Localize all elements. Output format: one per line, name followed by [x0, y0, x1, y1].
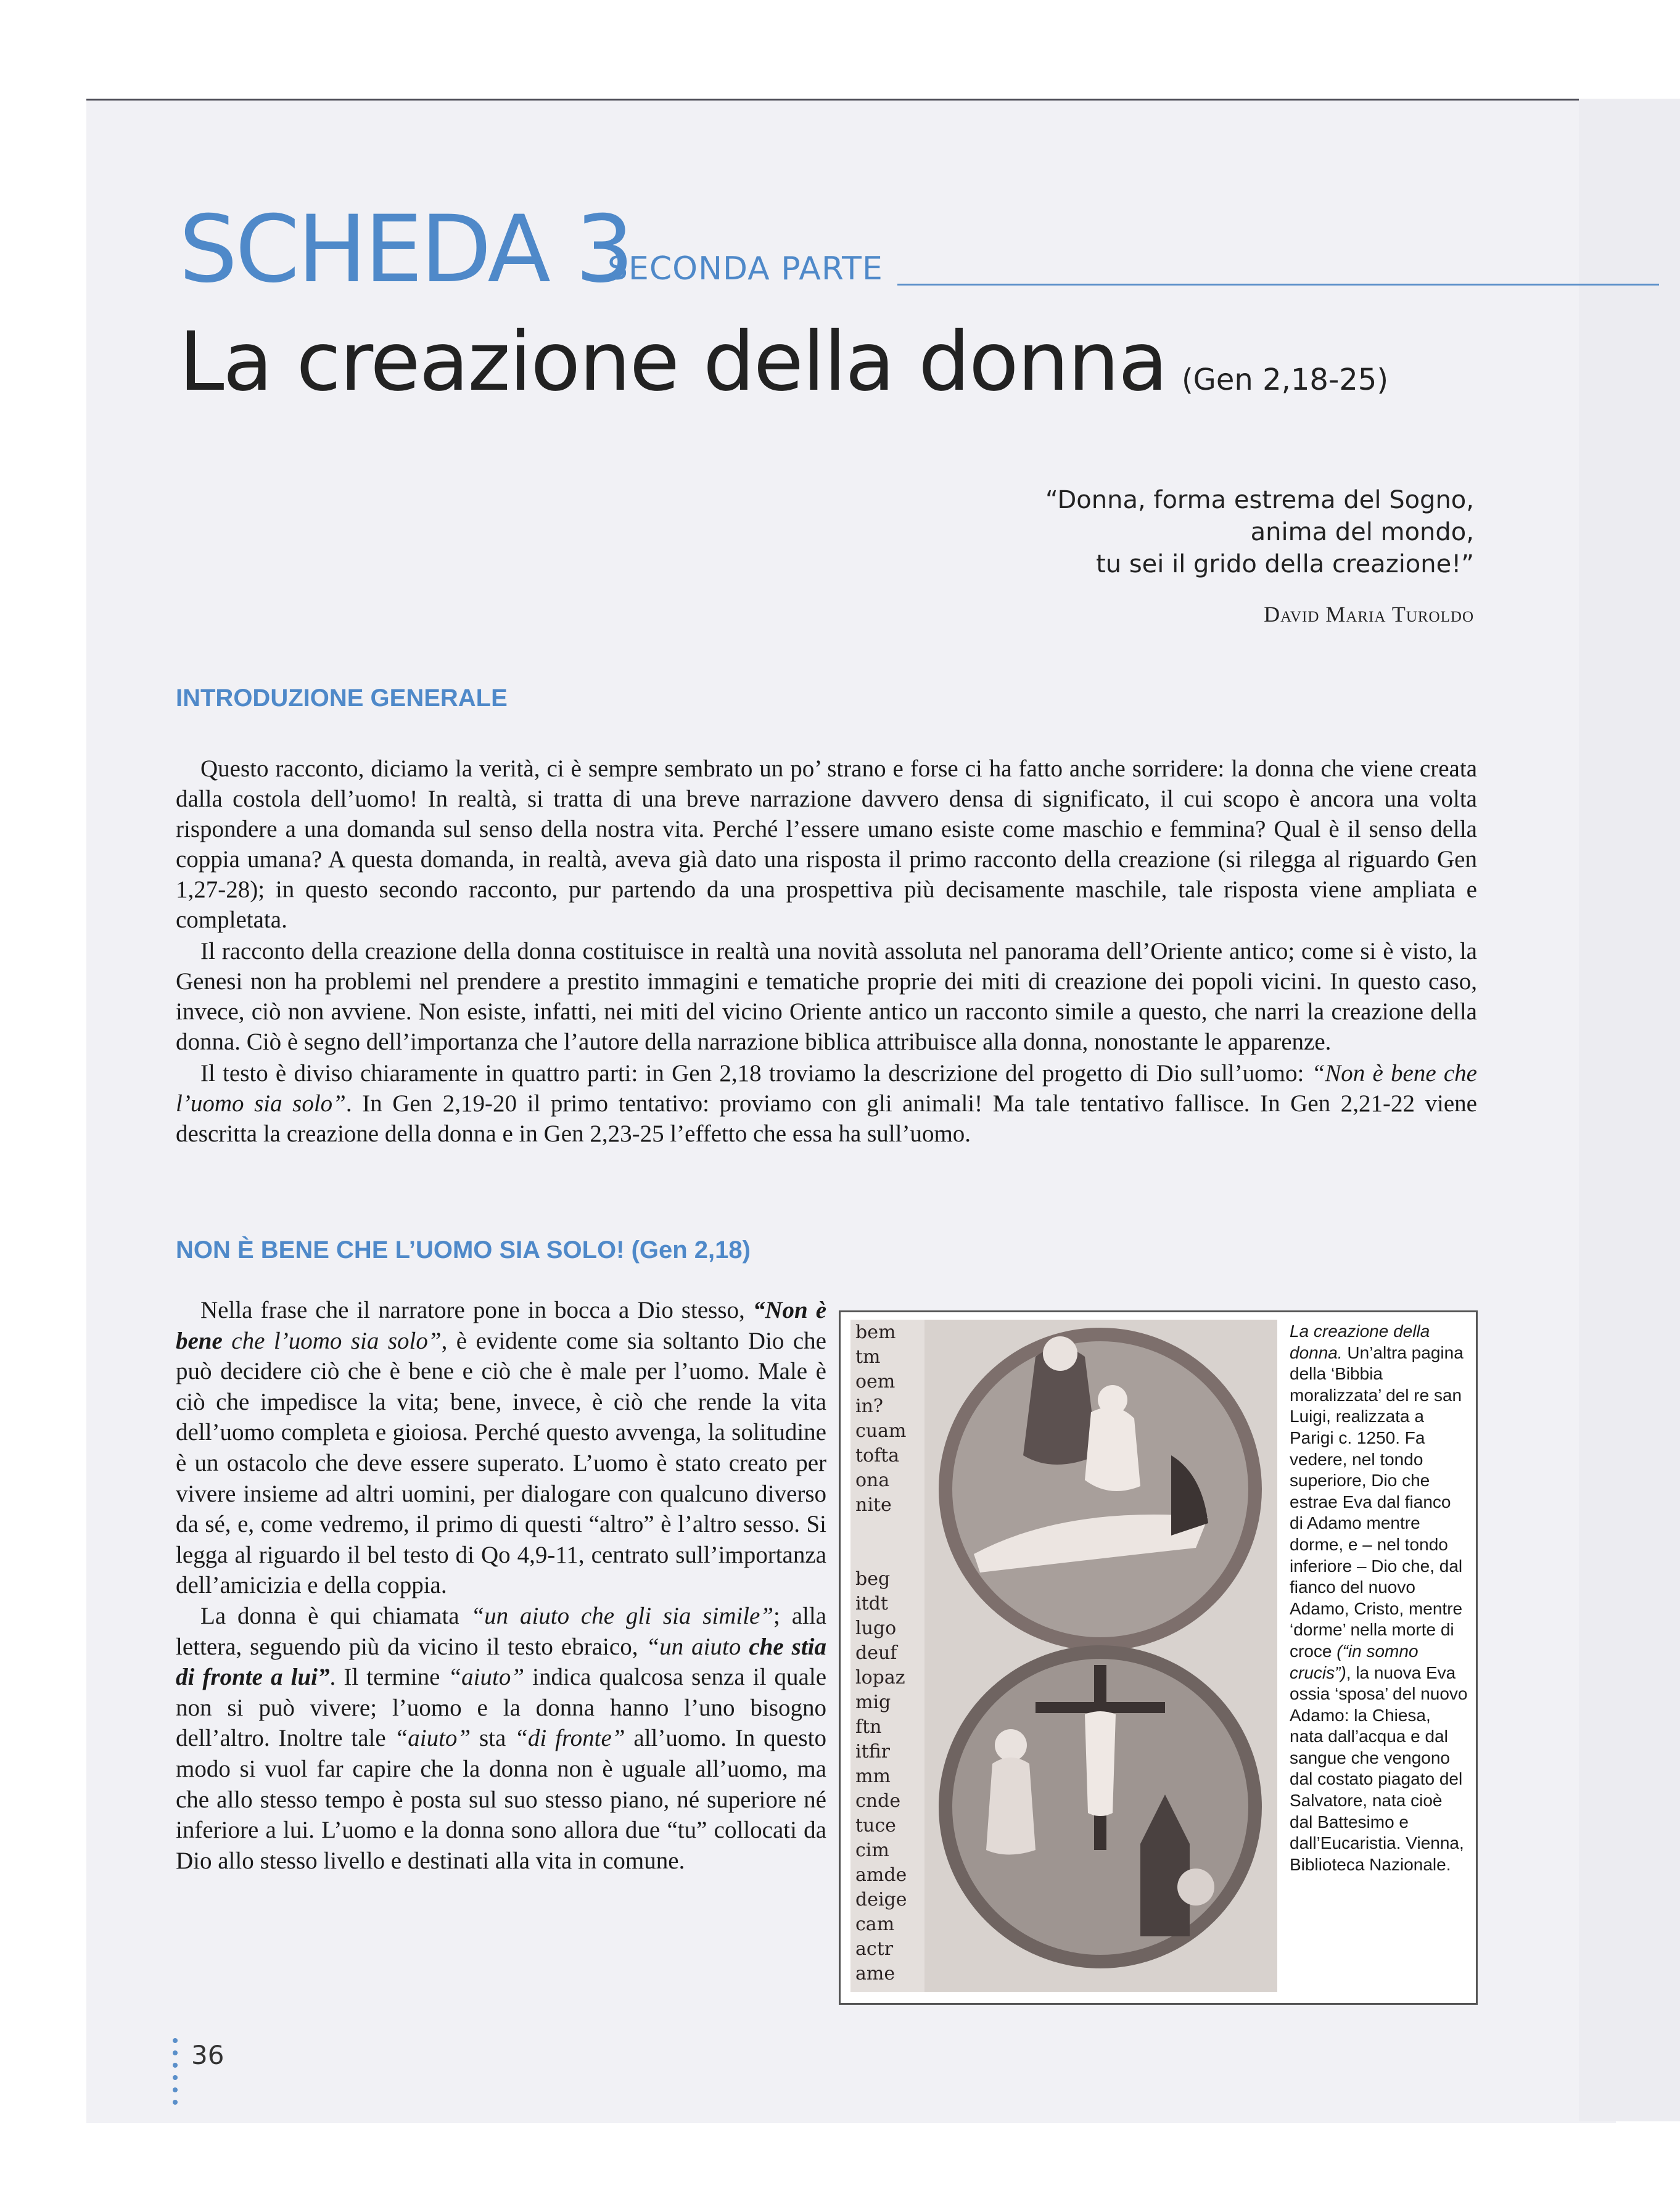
dot — [173, 2038, 178, 2043]
title-reference: (Gen 2,18-25) — [1181, 363, 1389, 397]
ms-line: cim — [855, 1840, 889, 1861]
quote: “aiuto” — [448, 1664, 525, 1691]
column-text — [176, 1295, 826, 1876]
ms-line: tm — [855, 1346, 881, 1368]
page-number: 36 — [191, 2040, 224, 2070]
text-run: ; alla lettera, seguendo più da vicino il testo ebraico, — [176, 1602, 826, 1660]
text-run: . Il termine — [329, 1664, 448, 1691]
ms-line: bem — [855, 1322, 896, 1343]
text-run: . In Gen 2,19-20 il primo tentativo: proviamo con gli animali! Ma tale tentativo fallisce. In Gen 2,21-22 viene descritta la creazione della donna e in Gen 2,23-25 l’effetto che essa ha sull’uomo. — [176, 1090, 1477, 1147]
figure-caption — [1290, 1321, 1468, 1875]
header-rule — [897, 284, 1659, 286]
ms-line: itfir — [855, 1741, 891, 1762]
text-run: Il testo è diviso chiaramente in quattro parti: in Gen 2,18 troviamo la descrizione del progetto di Dio sull’uomo: — [200, 1060, 1312, 1087]
figure-head — [995, 1729, 1027, 1761]
epigraph-line: tu sei il grido della creazione!” — [1096, 550, 1474, 578]
ms-line: cuam — [855, 1420, 907, 1442]
text-run: all’uomo. In questo modo si vuol far capire che la donna non è uguale all’uomo, ma che allo stesso tempo è posta sul suo stesso piano, né superiore né inferiore a lui. L’uomo e la donna sono allora due “tu” collocati da Dio allo stesso livello e destinati alla vita in comune. — [176, 1725, 826, 1874]
page-title: La creazione della donna — [179, 315, 1167, 409]
ms-line: ona — [855, 1470, 890, 1491]
text-run: , è evidente come sia soltanto Dio che può decidere ciò che è bene e ciò che è male per l’uomo. Male è ciò che impedisce la vita; bene, invece, è ciò che rende la vita dell’uomo completa e gioiosa. Perché questo avvenga, la solitudine è un ostacolo che deve essere superato. L’uomo è stato creato per vivere insieme ad altri uomini, per dialogare con qualcuno diverso da sé, e, come vedremo, il primo di questi “altro” è l’altro sesso. Si legga al riguardo il bel testo di Qo 4,9-11, centrato sull’importanza dell’amicizia e della coppia. — [176, 1327, 826, 1599]
eve-head — [1098, 1385, 1127, 1415]
caption-italic: (“in somno crucis”) — [1290, 1641, 1419, 1682]
upper-roundel — [952, 1341, 1248, 1637]
ms-line: itdt — [855, 1593, 888, 1614]
ms-line: tofta — [855, 1445, 900, 1466]
section-heading-intro: INTRODUZIONE GENERALE — [176, 685, 508, 712]
ms-line: mm — [855, 1766, 891, 1787]
eve-figure — [1085, 1407, 1140, 1491]
caption-text: , la nuova Eva ossia ‘sposa’ del nuovo Adamo: la Chiesa, nata dall’acqua e dal sangue che vengono dal costato piagato del Salvatore, nata cioè dal Battesimo e dall’Eucaristia. Vienna, Biblioteca Nazionale. — [1290, 1663, 1468, 1874]
christ-figure — [1085, 1711, 1116, 1816]
paragraph — [176, 1058, 1477, 1149]
ms-line: lugo — [855, 1618, 897, 1639]
attendant-figure — [1177, 1869, 1214, 1906]
ms-line: in? — [855, 1396, 883, 1417]
intro-text — [176, 754, 1477, 1149]
manuscript-svg — [850, 1320, 1277, 1992]
epigraph-line: anima del mondo, — [1250, 518, 1474, 546]
scheda-row — [179, 197, 1486, 302]
manuscript-illustration — [850, 1320, 1277, 1992]
title-row — [179, 315, 1536, 409]
epigraph — [863, 484, 1474, 580]
quote: “un aiuto che gli sia simile” — [471, 1602, 774, 1629]
figure-box — [839, 1310, 1478, 2005]
ms-line: cam — [855, 1914, 895, 1935]
text-run: sta — [471, 1725, 515, 1752]
paragraph — [176, 1601, 826, 1876]
epigraph-author — [863, 601, 1474, 627]
epigraph-author-name: David Maria Turoldo — [1264, 602, 1474, 627]
ms-line: oem — [855, 1371, 896, 1392]
god-head — [1043, 1336, 1077, 1371]
paragraph: Il racconto della creazione della donna costituisce in realtà una novità assoluta nel panorama dell’Oriente antico; come si è visto, la Genesi non ha problemi nel prendere a prestito immagini e tematiche proprie dei miti di creazione dei popoli vicini. In questo caso, invece, ciò non avviene. Non esiste, infatti, nei miti del vicino Oriente antico un racconto simile a questo, che narri la creazione della donna. Ciò è segno dell’importanza che l’autore della narrazione biblica attribuisce alla donna, nonostante le apparenze. — [176, 938, 1477, 1055]
ms-line: ame — [855, 1963, 896, 1984]
quote: “di fronte” — [514, 1725, 625, 1752]
quote: “aiuto” — [394, 1725, 471, 1752]
ms-line: deuf — [855, 1642, 897, 1664]
caption-text: Un’altra pagina della ‘Bibbia moralizzata’ del re san Luigi, realizzata a Parigi c. 1250. Fa vedere, nel tondo superiore, Dio che estrae Eva dal fianco di Adamo mentre dorme, e – nel tondo inferiore – Dio che, dal fianco del nuovo Adamo, Cristo, mentre ‘dorme’ nella morte di croce — [1290, 1342, 1464, 1661]
quote-bold: “Non è bene — [176, 1297, 826, 1354]
paragraph — [176, 1295, 826, 1601]
dot — [173, 2063, 178, 2068]
ms-line: tuce — [855, 1815, 896, 1836]
dot — [173, 2087, 178, 2092]
epigraph-line: “Donna, forma estrema del Sogno, — [1045, 486, 1474, 514]
quote: “Non è bene che l’uomo sia solo” — [176, 1060, 1477, 1117]
caption-title: La creazione della donna. — [1290, 1322, 1430, 1362]
paragraph: Questo racconto, diciamo la verità, ci è sempre sembrato un po’ strano e forse ci ha fatto anche sorridere: la donna che viene creata dalla costola dell’uomo! In realtà, si tratta di una breve narrazione davvero densa di significato, il cui scopo è ancora una volta rispondere a una domanda sul senso della nostra vita. Perché l’essere umano esiste come maschio e femmina? Qual è il senso della coppia umana? A questa domanda, in realtà, aveva già dato una risposta il primo racconto della creazione (si rilegga al riguardo Gen 1,27-28); in questo secondo racconto, pur partendo da una prospettiva più decisamente maschile, tale risposta viene ampliata e completata. — [176, 755, 1477, 933]
ms-line: amde — [855, 1864, 907, 1886]
text-run: indica qualcosa senza il quale non si può vivere; l’uomo e la donna hanno l’uno bisogno dell’altro. Inoltre tale — [176, 1664, 827, 1752]
scheda-part: SECONDA PARTE — [607, 250, 883, 287]
ms-line: nite — [855, 1494, 892, 1516]
text-run: La donna è qui chiamata — [200, 1602, 471, 1629]
ms-line: deige — [855, 1889, 907, 1910]
ms-line: mig — [855, 1692, 891, 1713]
section-heading-gen-2-18: NON È BENE CHE L’UOMO SIA SOLO! (Gen 2,18) — [176, 1236, 751, 1264]
facing-page-edge — [1579, 99, 1680, 2121]
dot — [173, 2050, 178, 2055]
text-run: Nella frase che il narratore pone in bocca a Dio stesso, — [200, 1297, 753, 1323]
church-figure — [986, 1758, 1036, 1855]
scheda-label: SCHEDA 3 — [179, 196, 632, 303]
ms-line: beg — [855, 1568, 891, 1590]
quote-bold: che stia di fronte a lui” — [176, 1633, 826, 1691]
page-number-dots — [173, 2038, 179, 2118]
ms-line: cnde — [855, 1790, 901, 1812]
quote: che l’uomo sia solo” — [222, 1327, 442, 1354]
ms-line: actr — [855, 1938, 894, 1960]
dot — [173, 2075, 178, 2080]
ms-line: ftn — [855, 1716, 882, 1738]
quote: “un aiuto — [646, 1633, 749, 1660]
ms-line: lopaz — [855, 1667, 905, 1688]
dot — [173, 2100, 178, 2105]
